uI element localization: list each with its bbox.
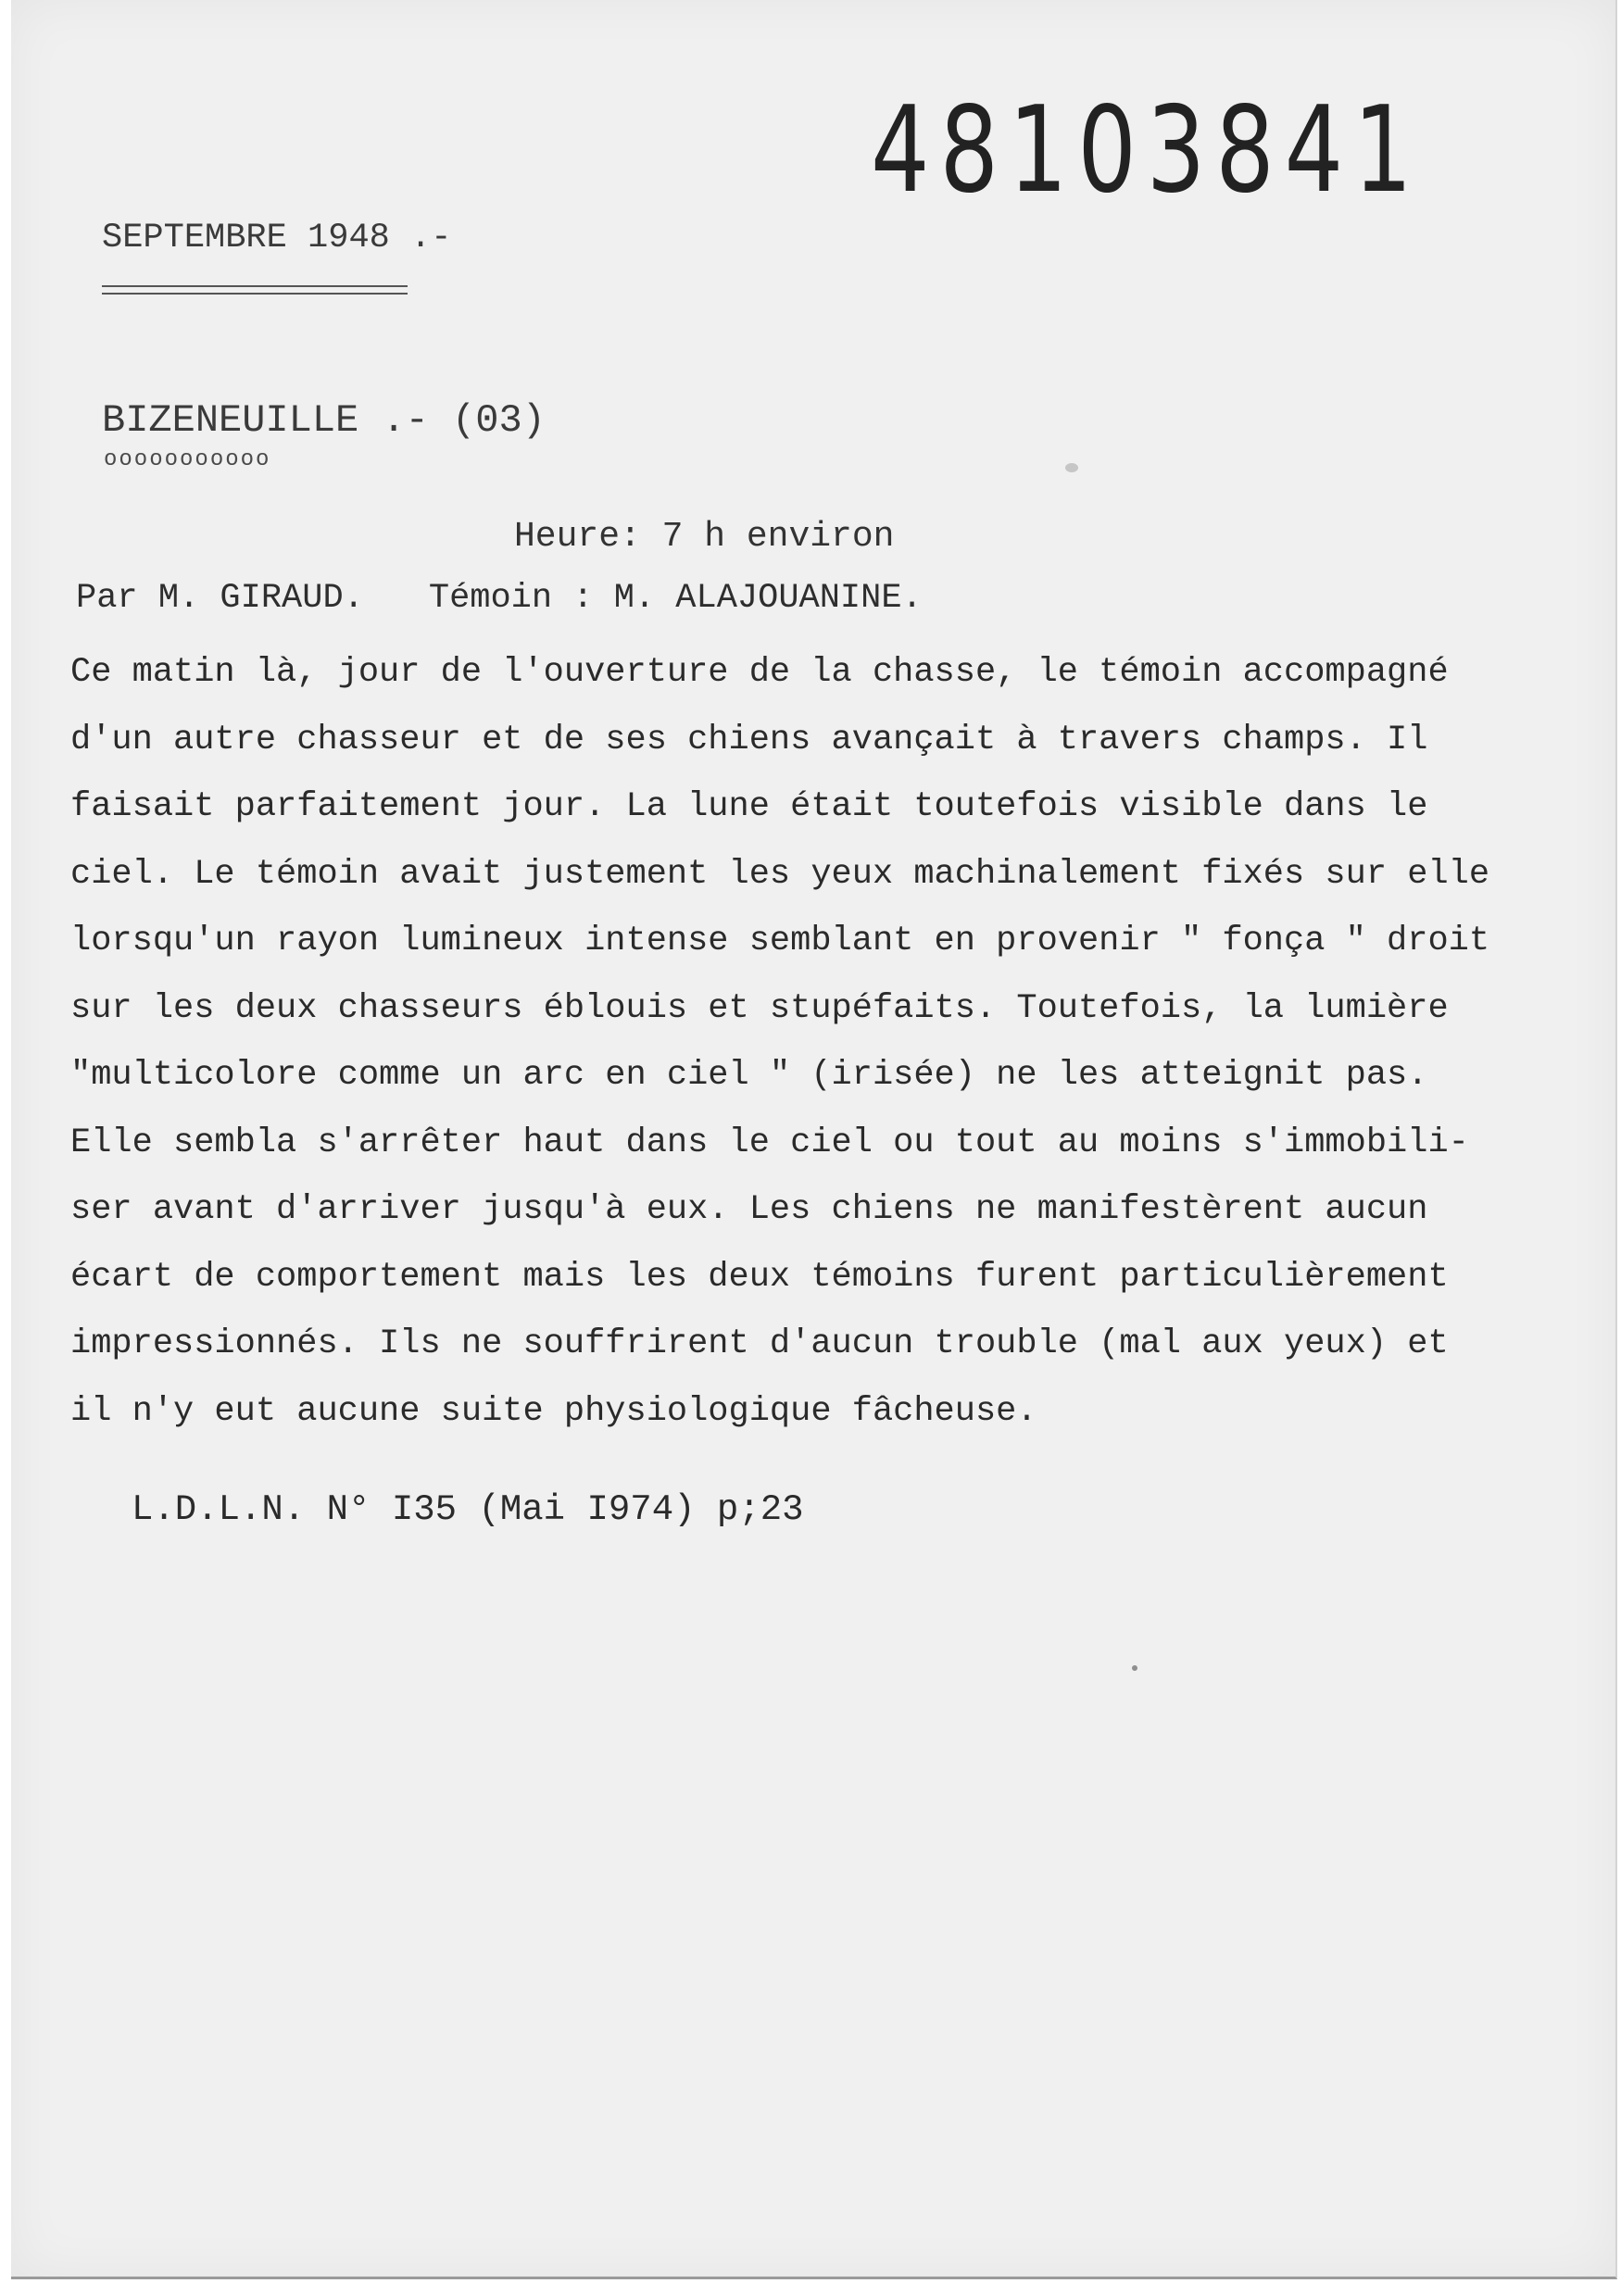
date-header: SEPTEMBRE 1948 .- [102,219,452,257]
archive-stamp-number: 48103841 [871,82,1423,220]
body-line: "multicolore comme un arc en ciel " (irisée) ne les atteignit pas. [70,1056,1428,1095]
body-line: écart de comportement mais les deux témoins furent particulièrement [70,1257,1449,1297]
location-heading: BIZENEUILLE .- (03) [102,398,546,443]
body-line: il n'y eut aucune suite physiologique fâcheuse. [70,1391,1037,1431]
report-body [70,639,1590,1445]
body-line: sur les deux chasseurs éblouis et stupéfaits. Toutefois, la lumière [70,988,1449,1028]
body-line: d'un autre chasseur et de ses chiens avançait à travers champs. Il [70,720,1428,759]
body-line: ciel. Le témoin avait justement les yeux machinalement fixés sur elle [70,854,1490,894]
body-line: impressionnés. Ils ne souffrirent d'aucun trouble (mal aux yeux) et [70,1324,1449,1363]
body-line: lorsqu'un rayon lumineux intense semblant en provenir " fonça " droit [70,922,1490,960]
body-line: Ce matin là, jour de l'ouverture de la chasse, le témoin accompagné [70,653,1449,692]
source-reference: L.D.L.N. N° I35 (Mai I974) p;23 [132,1489,804,1530]
witness: Témoin : M. ALAJOUANINE. [428,579,923,618]
paper-speck [1065,463,1078,472]
author: Par M. GIRAUD. [76,579,364,618]
location-underline: ooooooooooo [104,447,271,472]
hour-line: Heure: 7 h environ [514,517,895,557]
byline [76,579,923,618]
body-line: ser avant d'arriver jusqu'à eux. Les chiens ne manifestèrent aucun [70,1190,1428,1229]
paper-speck [1132,1665,1137,1671]
body-line: faisait parfaitement jour. La lune était toutefois visible dans le [70,787,1428,826]
date-double-underline [102,285,408,295]
body-line: Elle sembla s'arrêter haut dans le ciel ou tout au moins s'immobili- [70,1123,1469,1162]
